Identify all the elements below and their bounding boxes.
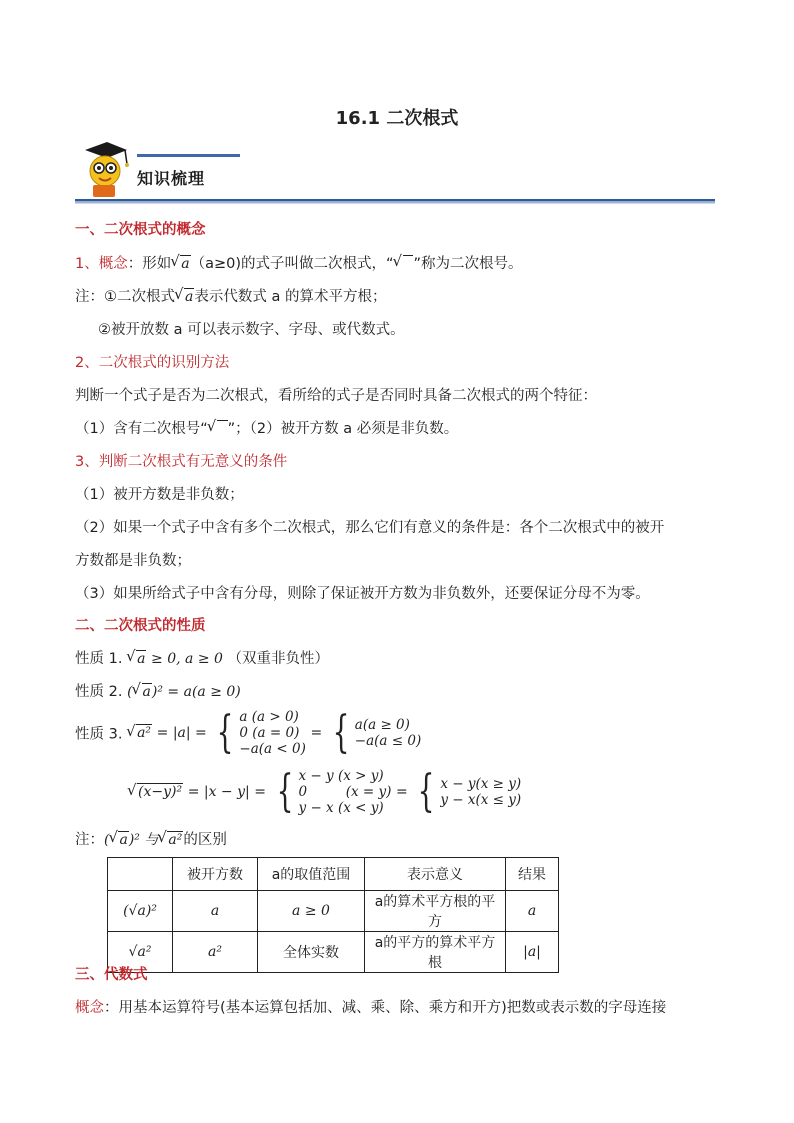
case-row: x − y(x ≥ y) bbox=[440, 776, 522, 792]
concept-label: 概念 bbox=[75, 1000, 104, 1016]
paragraph: （3）如果所给式子中含有分母，则除了保证被开方数为非负数外，还要保证分母不为零。 bbox=[75, 586, 650, 602]
cases-block bbox=[299, 768, 392, 816]
property-2-label: 性质 2. bbox=[75, 684, 123, 700]
concept-text-b: （a≥0)的式子叫做二次根式，“ bbox=[190, 256, 394, 272]
note1-text-a: ①二次根式 bbox=[104, 289, 175, 305]
table-cell: (√a)² bbox=[108, 891, 173, 932]
property-4-eq: = |x − y| = bbox=[187, 784, 266, 800]
section-banner bbox=[75, 138, 715, 208]
concept-text: ：用基本运算符号(基本运算包括加、减、乘、除、乘方和开方)把数或表示数的字母连接 bbox=[104, 1000, 667, 1016]
cases-block bbox=[355, 717, 421, 749]
note-line-1 bbox=[75, 287, 386, 307]
paragraph bbox=[75, 419, 458, 439]
note1-text-b: 表示代数式 a 的算术平方根； bbox=[194, 289, 387, 305]
table-header-cell: 被开方数 bbox=[173, 858, 258, 891]
case-row: 0 (x = y) bbox=[298, 784, 392, 800]
case-row: −a(a ≤ 0) bbox=[354, 733, 422, 749]
table-cell: a bbox=[506, 891, 559, 932]
table-cell: 全体实数 bbox=[258, 932, 365, 973]
left-brace-icon: { bbox=[217, 707, 234, 758]
cases-block bbox=[440, 776, 521, 808]
left-brace-icon: { bbox=[276, 766, 293, 817]
banner-label: 知识梳理 bbox=[137, 169, 206, 188]
table-header-cell: 结果 bbox=[506, 858, 559, 891]
concept-text-a: ：形如 bbox=[127, 256, 172, 272]
property-2-lhs: (√ a) bbox=[127, 684, 157, 700]
subheading-2: 2、二次根式的识别方法 bbox=[75, 355, 230, 371]
property-3 bbox=[75, 709, 421, 757]
table-header-row bbox=[108, 858, 559, 891]
property-3-xy bbox=[128, 768, 521, 816]
section-heading-1: 一、二次根式的概念 bbox=[75, 222, 206, 238]
radical-sign-icon bbox=[208, 419, 228, 439]
sqrt-a-symbol: √ a bbox=[127, 649, 146, 669]
table-cell: a bbox=[173, 891, 258, 932]
sqrt-a-symbol: √ a bbox=[175, 287, 194, 307]
note-lhs: (√ a) bbox=[104, 832, 134, 848]
subheading-3: 3、判断二次根式有无意义的条件 bbox=[75, 454, 288, 470]
case-row: a(a ≥ 0) bbox=[354, 717, 410, 733]
equals-sign: = bbox=[396, 784, 408, 800]
cases-block bbox=[239, 709, 305, 757]
note-text-b: ² 与 bbox=[134, 832, 159, 848]
table-cell: a ≥ 0 bbox=[258, 891, 365, 932]
comparison-table bbox=[107, 857, 559, 973]
page-title: 16.1 二次根式 bbox=[335, 108, 459, 129]
concept-line bbox=[75, 254, 522, 274]
paragraph: （2）如果一个式子中含有多个二次根式，那么它们有意义的条件是：各个二次根式中的被开 bbox=[75, 520, 665, 536]
case-row: 0 (a = 0) bbox=[239, 725, 300, 741]
table-header-cell: 表示意义 bbox=[365, 858, 506, 891]
sqrt-a2-symbol: √ a² bbox=[127, 725, 152, 741]
property-2-math: ² = a(a ≥ 0) bbox=[157, 684, 241, 700]
property-1-label: 性质 1. bbox=[75, 651, 123, 667]
table-row bbox=[108, 891, 559, 932]
table-row bbox=[108, 932, 559, 973]
table-cell: |a| bbox=[506, 932, 559, 973]
table-cell: √a² bbox=[108, 932, 173, 973]
property-3-label: 性质 3. bbox=[75, 726, 123, 743]
property-1-math: ≥ 0, a ≥ 0 bbox=[151, 651, 223, 667]
table-cell: a² bbox=[173, 932, 258, 973]
property-3-eq: = |a| = bbox=[156, 725, 207, 741]
paragraph: 判断一个式子是否为二次根式，看所给的式子是否同时具备二次根式的两个特征： bbox=[75, 388, 597, 404]
concept-label: 1、概念 bbox=[75, 256, 128, 272]
sqrt-a2-symbol: √ a² bbox=[158, 830, 183, 850]
concept-line-3 bbox=[75, 998, 666, 1018]
equals-sign: = bbox=[310, 725, 323, 741]
section-heading-2: 二、二次根式的性质 bbox=[75, 618, 206, 634]
note-text-a: 注： bbox=[75, 832, 104, 848]
c2-text-b: ”；（2）被开方数 a 必须是非负数。 bbox=[227, 421, 459, 437]
note-text-c: 的区别 bbox=[183, 832, 227, 848]
left-brace-icon: { bbox=[417, 766, 435, 817]
case-row: y − x (x < y) bbox=[298, 800, 384, 816]
property-2 bbox=[75, 682, 241, 702]
left-brace-icon: { bbox=[332, 707, 350, 758]
table-cell: a的算术平方根的平方 bbox=[365, 891, 506, 932]
case-row: −a(a < 0) bbox=[239, 741, 306, 757]
radical-sign-icon bbox=[394, 254, 414, 274]
case-row: a (a > 0) bbox=[239, 709, 299, 725]
case-row: x − y (x > y) bbox=[298, 768, 384, 784]
note-label: 注： bbox=[75, 289, 104, 305]
sqrt-xy-symbol: √ (x−y)² bbox=[128, 784, 183, 800]
table-header-cell: a的取值范围 bbox=[258, 858, 365, 891]
property-1 bbox=[75, 649, 329, 669]
c2-text-a: （1）含有二次根号“ bbox=[75, 421, 208, 437]
section-heading-3: 三、代数式 bbox=[75, 967, 148, 983]
sqrt-a-symbol: √ a bbox=[171, 254, 190, 274]
paragraph: （1）被开方数是非负数； bbox=[75, 487, 244, 503]
concept-text-c: ”称为二次根号。 bbox=[413, 256, 523, 272]
note-line-2: ②被开放数 a 可以表示数字、字母、或代数式。 bbox=[98, 322, 405, 338]
case-row: y − x(x ≤ y) bbox=[440, 792, 522, 808]
table-cell: a的平方的算术平方根 bbox=[365, 932, 506, 973]
table-header-cell bbox=[108, 858, 173, 891]
property-1-note: （双重非负性） bbox=[227, 651, 330, 667]
paragraph: 方数都是非负数； bbox=[75, 553, 191, 569]
comparison-note bbox=[75, 830, 227, 850]
